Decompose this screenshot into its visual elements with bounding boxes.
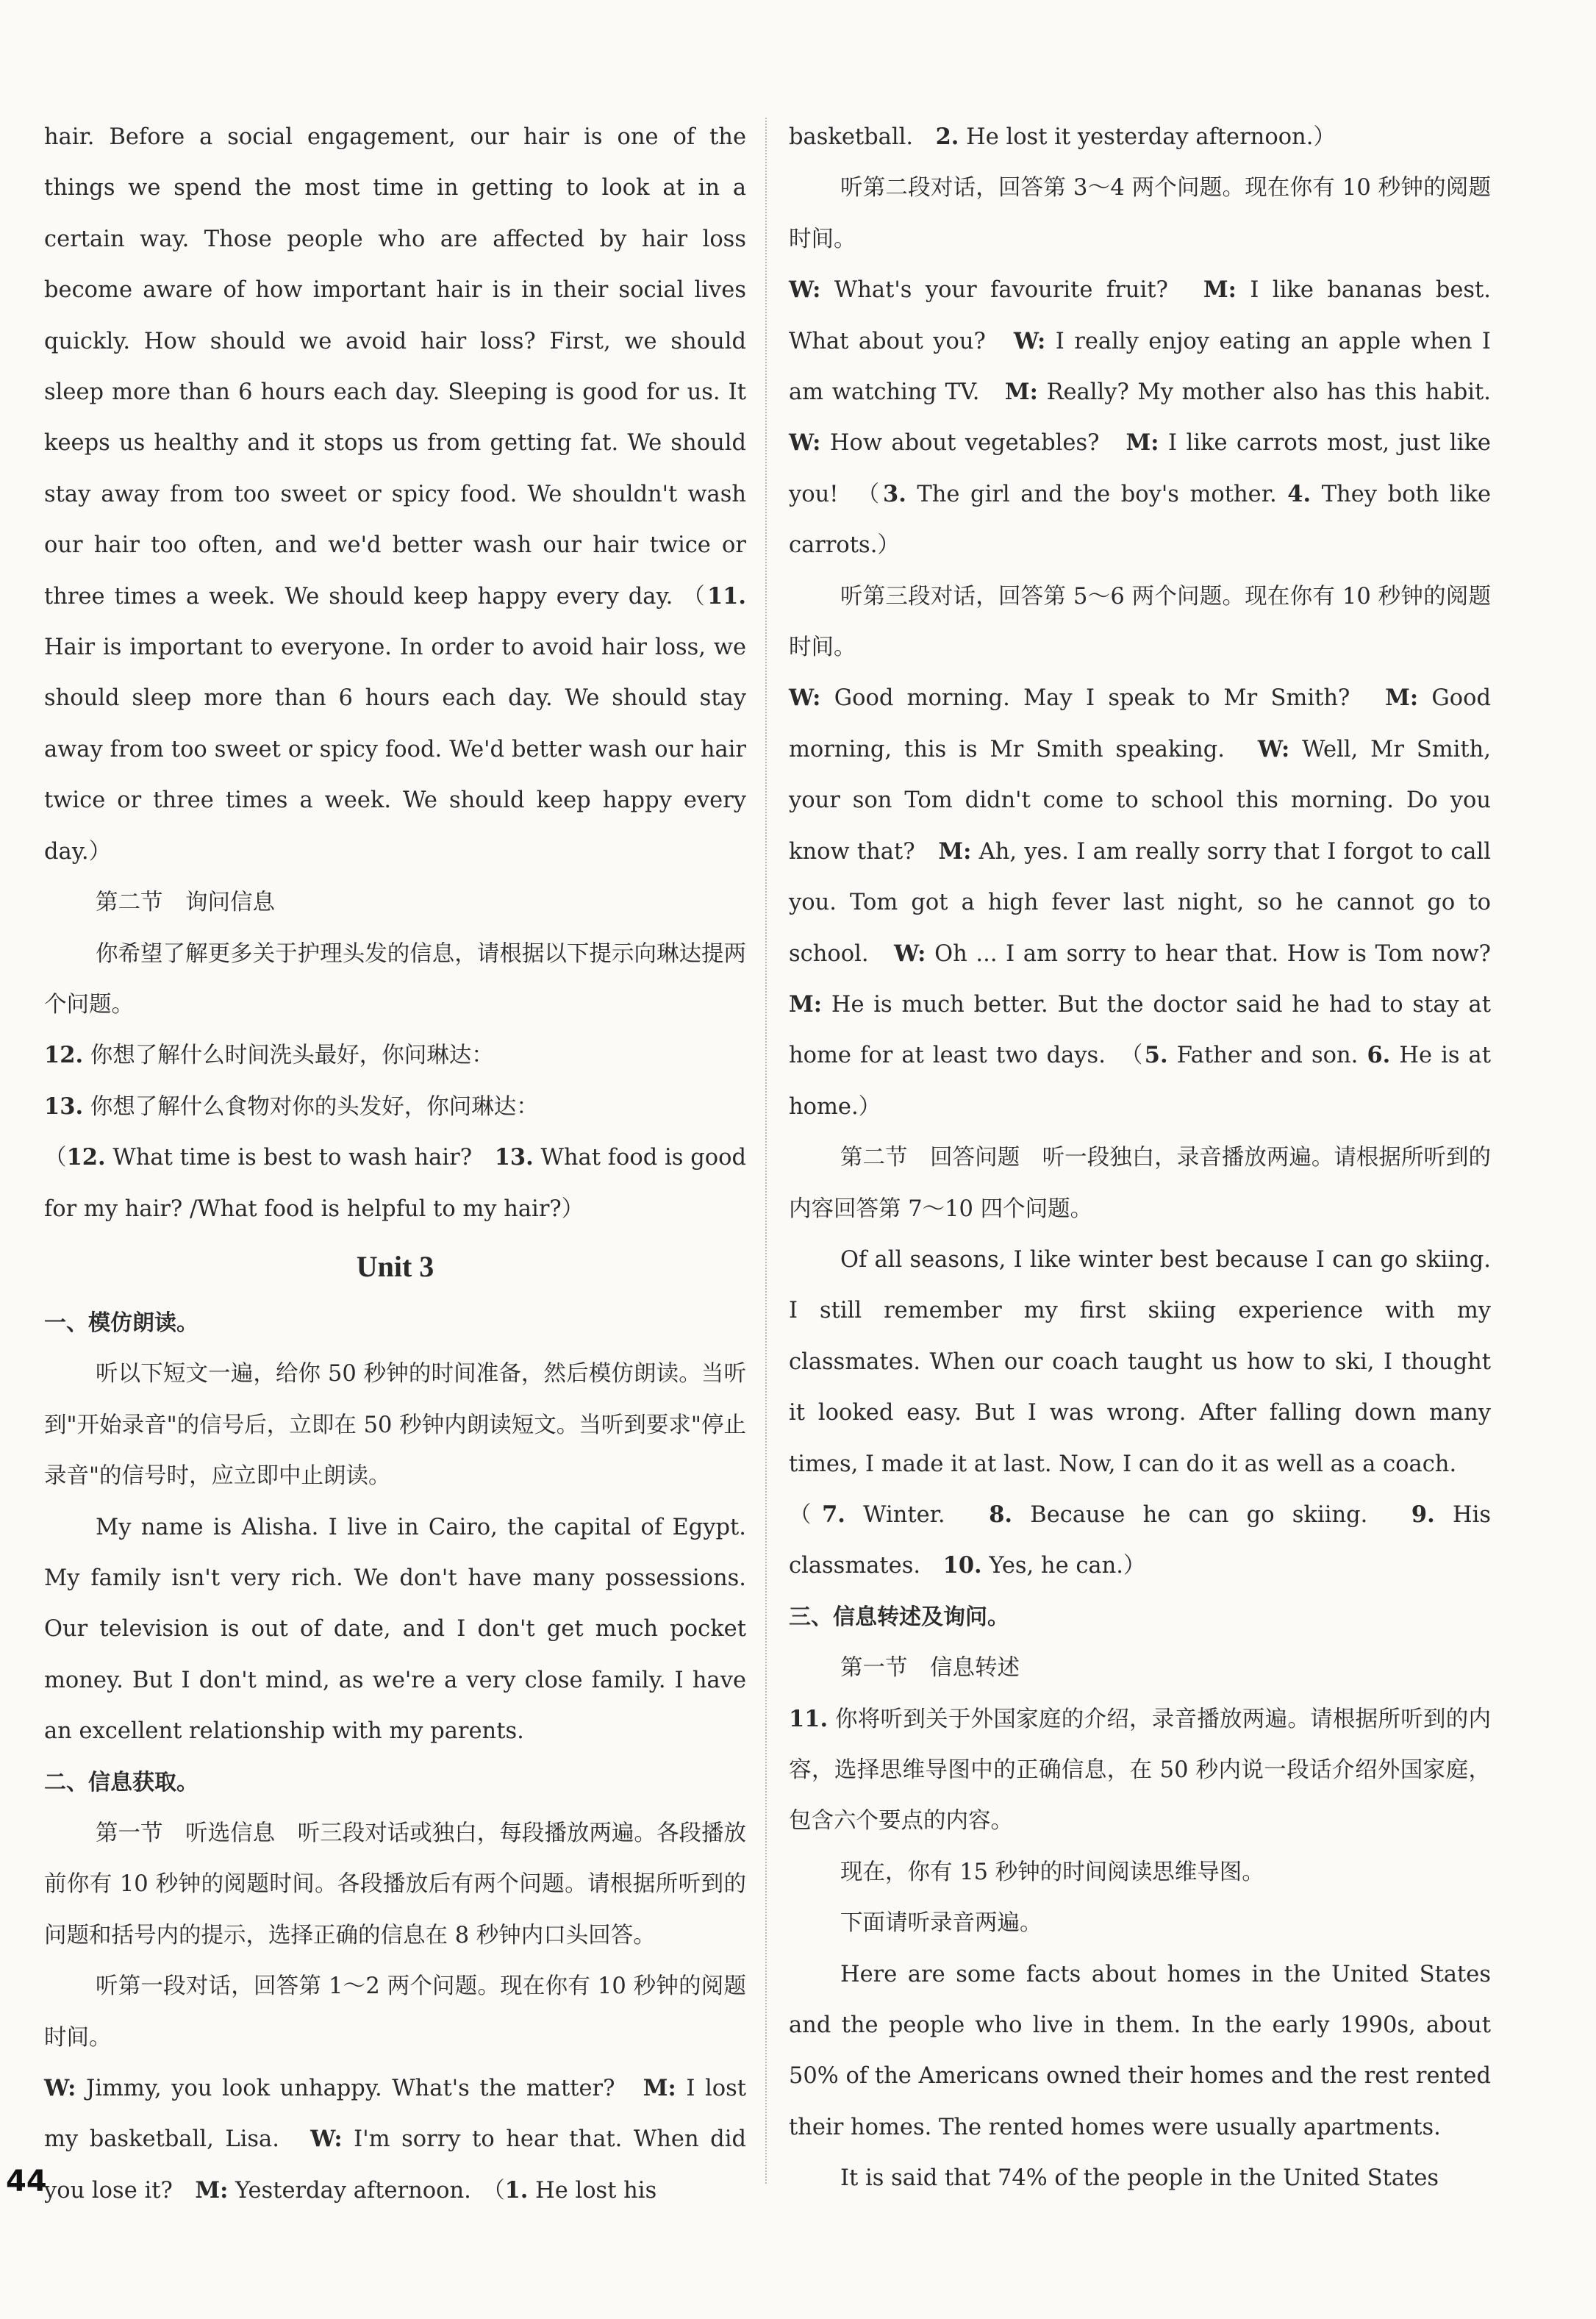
listening-passage-cont: It is said that 74% of the people in the United States: [840, 2165, 1439, 2192]
reading-passage: My name is Alisha. I live in Cairo, the capital of Egypt. My family isn't very rich. We don't have many possessions. Our television is out of date, and I don't get much pocket money. But I don't mind, as we're a very close family. I have an excellent relationship with my parents.: [44, 1514, 746, 1745]
page-number: 44: [6, 2165, 47, 2198]
paragraph: hair. Before a social engagement, our hair is one of the things we spend the most time in getting to look at in a certain way. Those people who are affected by hair loss become aware of how important hair is in their social lives quickly. How should we avoid hair loss? First, we should sleep more than 6 hours each day. Sleeping is good for us. It keeps us healthy and it stops us from getting fat. We should stay away from too sweet or spicy food. We shouldn't wash our hair too often, and we'd better wash our hair twice or three times a week. We should keep happy every day. （11. Hair is important to everyone. In order to avoid hair loss, we should sleep more than 6 hours each day. We should stay away from too sweet or spicy food. We'd better wash our hair twice or three times a week. We should keep happy every day.）: [44, 124, 747, 865]
part-heading: 一、模仿朗读。: [44, 1309, 198, 1336]
part-heading: 二、信息获取。: [44, 1769, 198, 1795]
answer-12-13: （12. What time is best to wash hair? 13. What food is good for my hair? /What food is helpful to my hair?）: [44, 1144, 746, 1222]
unit-title: Unit 3: [356, 1249, 434, 1283]
section-instruction: 第二节 回答问题 听一段独白，录音播放两遍。请根据所听到的内容回答第 7～10 四个问题。: [789, 1145, 1491, 1222]
section-title: 第一节 信息转述: [840, 1655, 1020, 1682]
answer-continued: basketball. 2. He lost it yesterday afternoon.）: [789, 124, 1336, 150]
dialogue-1: W: Jimmy, you look unhappy. What's the matter? M: I lost my basketball, Lisa. W: I'm sorry to hear that. When did you lose it? M: Yesterday afternoon. （1. He lost his: [44, 2075, 746, 2204]
part-heading: 三、信息转述及询问。: [789, 1604, 1009, 1630]
instruction: 下面请听录音两遍。: [840, 1910, 1042, 1937]
question-11: 11. 你将听到关于外国家庭的介绍，录音播放两遍。请根据所听到的内容，选择思维导图中的正确信息，在 50 秒内说一段话介绍外国家庭，包含六个要点的内容。: [789, 1705, 1491, 1834]
question-13: 13. 你想了解什么食物对你的头发好，你问琳达：: [44, 1093, 539, 1120]
dialogue-intro: 听第三段对话，回答第 5～6 两个问题。现在你有 10 秒钟的阅题时间。: [789, 583, 1491, 661]
left-column: [44, 112, 746, 2216]
instruction: 现在，你有 15 秒钟的时间阅读思维导图。: [840, 1859, 1264, 1885]
dialogue-intro: 听第一段对话，回答第 1～2 两个问题。现在你有 10 秒钟的阅题时间。: [44, 1973, 746, 2051]
instruction: 听以下短文一遍，给你 50 秒钟的时间准备，然后模仿朗读。当听到"开始录音"的信号后，立即在 50 秒钟内朗读短文。当听到要求"停止录音"的信号时，应立即中止朗读。: [44, 1361, 746, 1490]
section-title: 第二节 询问信息: [96, 890, 275, 916]
dialogue-3: W: Good morning. May I speak to Mr Smith? M: Good morning, this is Mr Smith speaking. W: Well, Mr Smith, your son Tom didn't come to school this morning. Do you know that? M: Ah, yes. I am really sorry that I forgot to call you. Tom got a high fever last night, so he cannot go to school. W: Oh ... I am sorry to hear that. How is Tom now? M: He is much better. But the doctor said he had to stay at home for at least two days. （5. Father and son. 6. He is at home.）: [789, 685, 1514, 1120]
right-column: [789, 112, 1514, 2204]
instruction: 第一节 听选信息 听三段对话或独白，每段播放两遍。各段播放前你有 10 秒钟的阅题时间。各段播放后有两个问题。请根据所听到的问题和括号内的提示，选择正确的信息在 8 秒钟内口头回答。: [44, 1820, 746, 1948]
column-divider: [765, 118, 767, 2184]
dialogue-2: W: What's your favourite fruit? M: I like bananas best. What about you? W: I really enjoy eating an apple when I am watching TV. M: Really? My mother also has this habit. W: How about vegetables? M: I like carrots most, just like you! （3. The girl and the boy's mother. 4. They both like carrots.）: [789, 276, 1514, 559]
monologue-answers: （7. Winter. 8. Because he can go skiing. 9. His classmates. 10. Yes, he can.）: [789, 1501, 1492, 1579]
monologue: Of all seasons, I like winter best because I can go skiing. I still remember my first skiing experience with my classmates. When our coach taught us how to ski, I thought it looked easy. But I was wrong. After falling down many times, I made it at last. Now, I can do it as well as a coach.: [789, 1246, 1491, 1477]
dialogue-intro: 听第二段对话，回答第 3～4 两个问题。现在你有 10 秒钟的阅题时间。: [789, 175, 1491, 252]
question-12: 12. 你想了解什么时间洗头最好，你问琳达：: [44, 1042, 494, 1069]
listening-passage: Here are some facts about homes in the United States and the people who live in them. In the early 1990s, about 50% of the Americans owned their homes and the rest rented their homes. The rented homes were usually apartments.: [789, 1961, 1491, 2140]
instruction: 你希望了解更多关于护理头发的信息，请根据以下提示向琳达提两个问题。: [44, 940, 746, 1018]
